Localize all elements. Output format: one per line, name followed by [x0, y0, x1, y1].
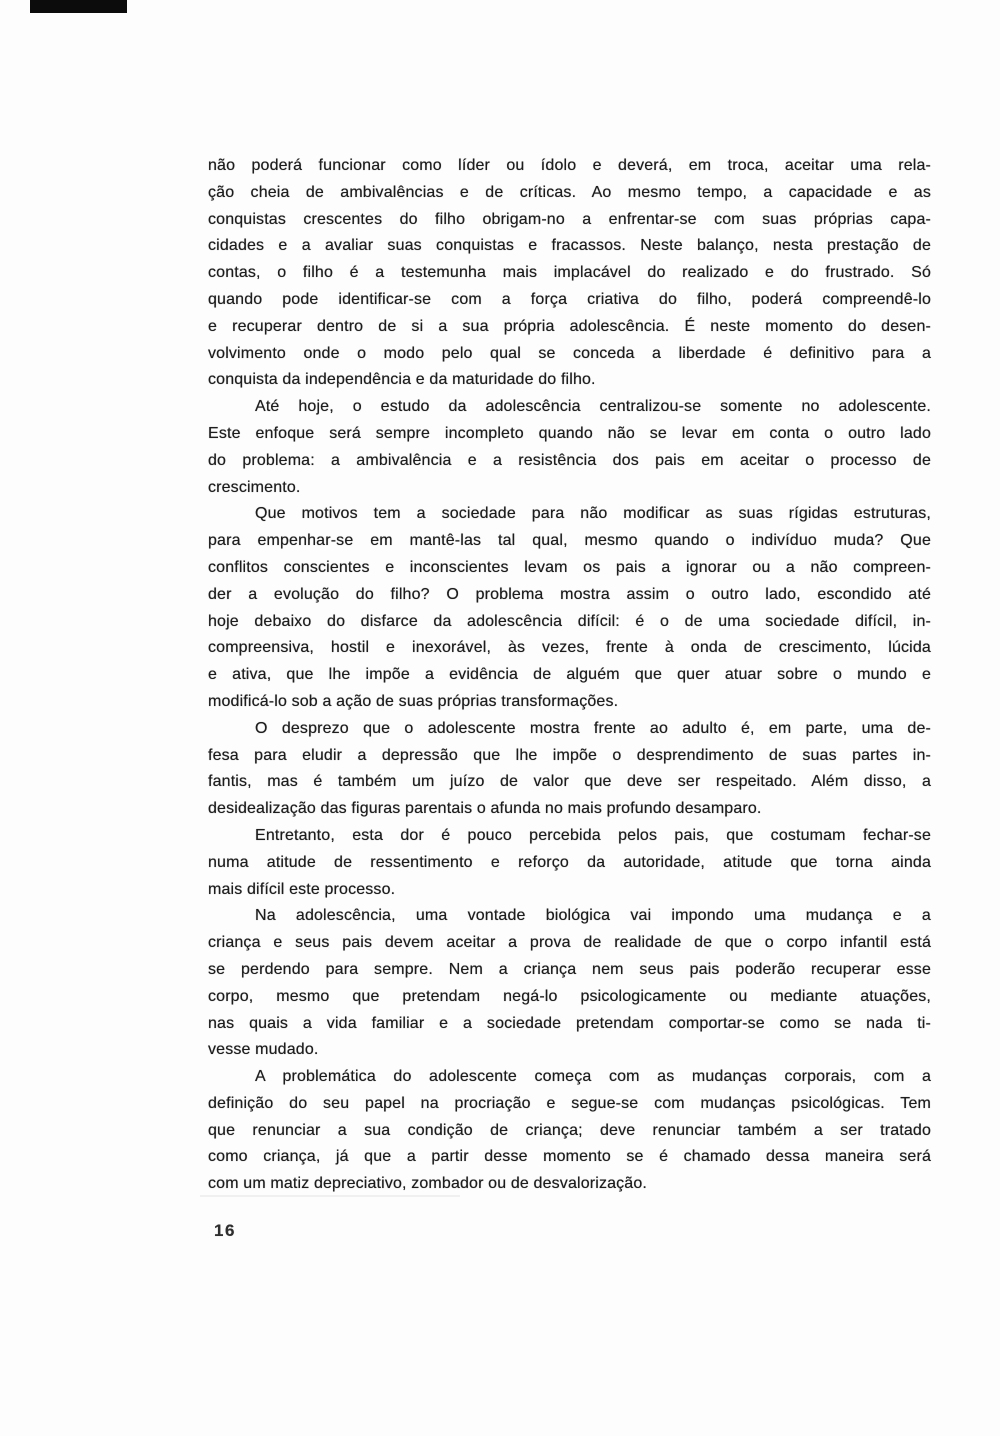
text-line: definição do seu papel na procriação e segue-se com mudanças psicológicas. Tem	[208, 1094, 931, 1112]
text-line: Na adolescência, uma vontade biológica vai impondo uma mudança e a	[255, 907, 931, 925]
text-line: volvimento onde o modo pelo qual se conceda a liberdade é definitivo para a	[208, 344, 931, 362]
text-line: der a evolução do filho? O problema mostra assim o outro lado, escondido até	[208, 585, 931, 603]
text-line: nas quais a vida familiar e a sociedade pretendam comportar-se como se nada ti-	[208, 1014, 931, 1032]
text-line: vesse mudado.	[208, 1041, 319, 1059]
text-line: não poderá funcionar como líder ou ídolo e deverá, em troca, aceitar uma rela-	[208, 157, 931, 174]
text-line: conflitos conscientes e inconscientes levam os pais a ignorar ou a não compreen-	[208, 558, 931, 576]
paragraph	[208, 501, 931, 715]
text-line: criança e seus pais devem aceitar a prova de realidade de que o corpo infantil está	[208, 934, 931, 952]
text-line: conquistas crescentes do filho obrigam-no a enfrentar-se com suas próprias capa-	[208, 210, 931, 228]
paragraph	[208, 394, 931, 501]
text-line: quando pode identificar-se com a força criativa do filho, poderá compreendê-lo	[208, 290, 931, 308]
paragraph	[208, 903, 931, 1064]
text-line: Entretanto, esta dor é pouco percebida pelos pais, que costumam fechar-se	[255, 826, 931, 844]
text-line: compreensiva, hostil e inexorável, às vezes, frente à onda de crescimento, lúcida	[208, 639, 931, 657]
text-line: desidealização das figuras parentais o afunda no mais profundo desamparo.	[208, 800, 762, 818]
text-line: fantis, mas é também um juízo de valor que deve ser respeitado. Além disso, a	[208, 773, 931, 791]
text-line: A problemática do adolescente começa com as mudanças corporais, com a	[255, 1068, 931, 1086]
page-number: 16	[214, 1221, 236, 1240]
text-line: fesa para eludir a depressão que lhe impõe o desprendimento de suas partes in-	[208, 746, 931, 764]
text-line: O desprezo que o adolescente mostra frente ao adulto é, em parte, uma de-	[255, 719, 931, 737]
page-text-block	[208, 153, 931, 1198]
scan-artifact-bar	[30, 0, 127, 13]
text-line: para empenhar-se em mantê-las tal qual, mesmo quando o indivíduo muda? Que	[208, 532, 931, 550]
text-line: e recuperar dentro de si a sua própria adolescência. É neste momento do desen-	[208, 317, 931, 335]
text-line: corpo, mesmo que pretendam negá-lo psicologicamente ou mediante atuações,	[208, 987, 931, 1005]
text-line: mais difícil este processo.	[208, 880, 396, 898]
paragraph	[208, 153, 931, 394]
text-line: com um matiz depreciativo, zombador ou de desvalorização.	[208, 1175, 647, 1193]
text-line: conquista da independência e da maturidade do filho.	[208, 371, 596, 389]
text-line: modificá-lo sob a ação de suas próprias transformações.	[208, 692, 619, 710]
text-line: do problema: a ambivalência e a resistência dos pais em aceitar o processo de	[208, 451, 931, 469]
text-line: Que motivos tem a sociedade para não modificar as suas rígidas estruturas,	[255, 505, 931, 523]
text-line: se perdendo para sempre. Nem a criança nem seus pais poderão recuperar esse	[208, 960, 931, 978]
text-line: cidades e a avaliar suas conquistas e fracassos. Neste balanço, nesta prestação de	[208, 237, 931, 255]
text-line: e ativa, que lhe impõe a evidência de alguém que quer atuar sobre o mundo e	[208, 666, 931, 684]
text-line: crescimento.	[208, 478, 301, 496]
text-line: como criança, já que a partir desse momento se é chamado dessa maneira será	[208, 1148, 931, 1166]
paragraph	[208, 1064, 931, 1198]
text-line: Até hoje, o estudo da adolescência centralizou-se somente no adolescente.	[255, 398, 931, 416]
text-line: ção cheia de ambivalências e de críticas. Ao mesmo tempo, a capacidade e as	[208, 183, 931, 201]
text-line: contas, o filho é a testemunha mais implacável do realizado e do frustrado. Só	[208, 264, 931, 282]
text-line: Este enfoque será sempre incompleto quando não se levar em conta o outro lado	[208, 424, 931, 442]
paragraph	[208, 823, 931, 903]
text-line: numa atitude de ressentimento e reforço da autoridade, atitude que torna ainda	[208, 853, 931, 871]
text-line: que renunciar a sua condição de criança; deve renunciar também a ser tratado	[208, 1121, 931, 1139]
text-line: hoje debaixo do disfarce da adolescência difícil: é o de uma sociedade difícil, in-	[208, 612, 931, 630]
paragraph	[208, 716, 931, 823]
scan-smudge	[200, 1195, 460, 1197]
